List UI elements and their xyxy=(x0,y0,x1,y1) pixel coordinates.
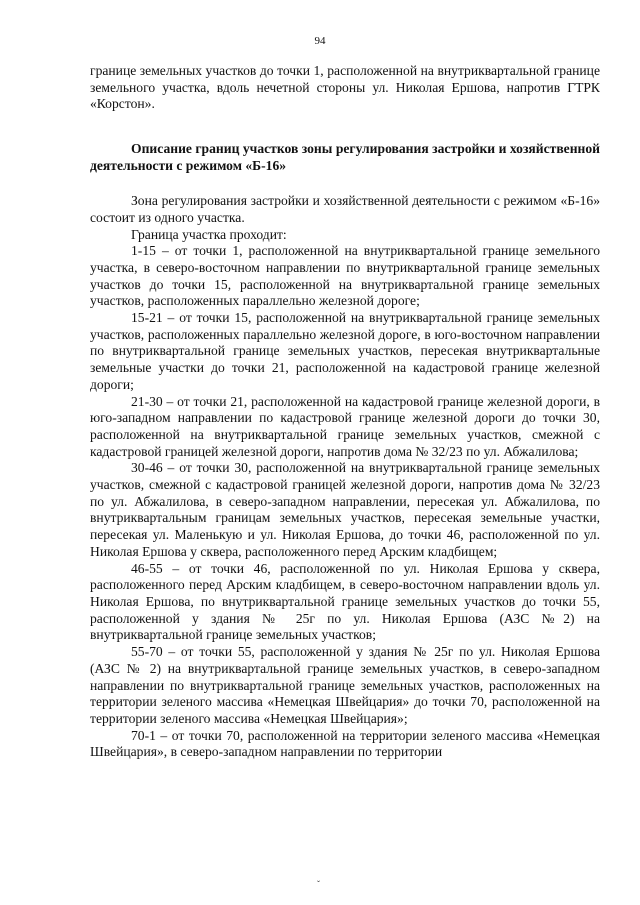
document-body xyxy=(90,63,600,761)
paragraph-segment-70-1: 70-1 – от точки 70, расположенной на территории зеленого массива «Немецкая Швейцария», в северо-западном направлении по территории xyxy=(90,727,600,760)
footer-mark: ˇ xyxy=(317,879,320,889)
paragraph-segment-30-46: 30-46 – от точки 30, расположенной на внутриквартальной границе земельных участков, смежной с кадастровой границей железной дороги, напротив дома № 32/23 по ул. Абжалилова, в северо-западном направлении, пересекая ул. Абжалилова, по внутриквартальным границам земельных участков, пересекая земельные участки, пересекая ул. Маленькую и ул. Николая Ершова, до точки 46, расположенной по ул. Николая Ершова у сквера, расположенного перед Арским кладбищем; xyxy=(90,460,600,559)
paragraph-segment-1-15: 1-15 – от точки 1, расположенной на внутриквартальной границе земельного участка, в северо-восточном направлении по внутриквартальной границе земельных участков до точки 15, расположенной на внутриквартальной границе земельных участков, расположенных параллельно железной дороге; xyxy=(90,243,600,309)
paragraph-boundary-intro: Граница участка проходит: xyxy=(131,226,287,242)
paragraph-segment-15-21: 15-21 – от точки 15, расположенной на внутриквартальной границе земельных участков, расположенных параллельно железной дороге, в юго-восточном направлении по внутриквартальной границе земельных участков, пересекая внутриквартальные земельные участки до точки 21, расположенной на кадастровой границе железной дороги; xyxy=(90,310,600,392)
paragraph-segment-21-30: 21-30 – от точки 21, расположенной на кадастровой границе железной дороги, в юго-западном направлении по кадастровой границе железной дороги до точки 30, расположенной на внутриквартальной границе земельных участков, смежной с кадастровой границей железной дороги, напротив дома № 32/23 по ул. Абжалилова; xyxy=(90,393,600,459)
page-number: 94 xyxy=(314,35,326,47)
section-heading: Описание границ участков зоны регулирования застройки и хозяйственной деятельности с режимом «Б-16» xyxy=(90,141,600,174)
paragraph-zone-description: Зона регулирования застройки и хозяйственной деятельности с режимом «Б-16» состоит из одного участка. xyxy=(90,193,600,225)
intro-paragraph: границе земельных участков до точки 1, расположенной на внутриквартальной границе земельного участка, вдоль нечетной стороны ул. Николая Ершова, напротив ГТРК «Корстон». xyxy=(90,63,600,112)
paragraph-segment-46-55: 46-55 – от точки 46, расположенной по ул. Николая Ершова у сквера, расположенного перед Арским кладбищем, в северо-восточном направлении вдоль ул. Николая Ершова, по внутриквартальной границе земельных участков до точки 55, расположенной у здания № 25г по ул. Николая Ершова (АЗС №2) на внутриквартальной границе земельных участков; xyxy=(90,560,600,643)
paragraph-segment-55-70: 55-70 – от точки 55, расположенной у здания № 25г по ул. Николая Ершова (АЗС № 2) на внутриквартальной границе земельных участков, в северо-западном направлении по внутриквартальной границе земельных участков, расположенных на территории зеленого массива «Немецкая Швейцария» до точки 70, расположенной на территории зеленого массива «Немецкая Швейцария»; xyxy=(90,644,600,726)
